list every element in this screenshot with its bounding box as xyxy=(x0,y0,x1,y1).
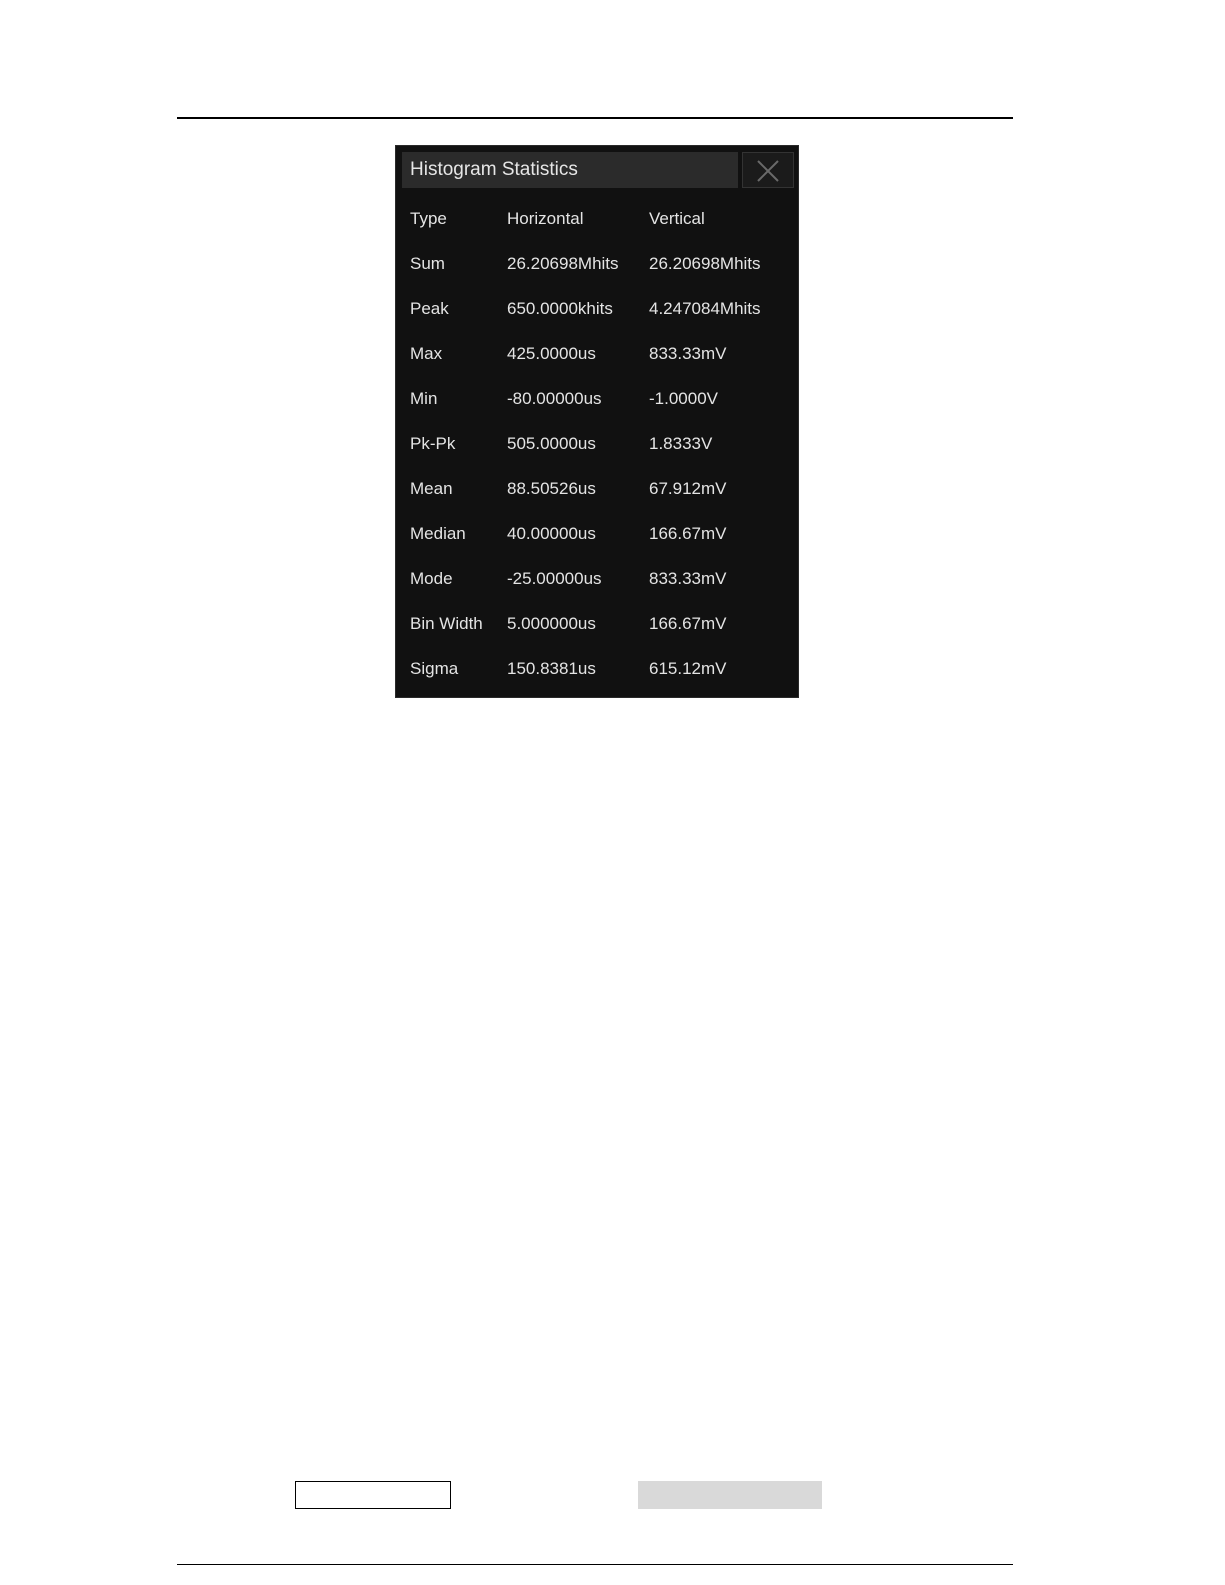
horizontal-value: -80.00000us xyxy=(507,389,602,408)
row-label: Bin Width xyxy=(410,614,483,633)
row-label: Peak xyxy=(410,299,449,318)
row-label: Mode xyxy=(410,569,453,588)
row-label: Sum xyxy=(410,254,445,273)
vertical-value: 166.67mV xyxy=(649,524,727,543)
table-row xyxy=(410,376,794,421)
vertical-value: 615.12mV xyxy=(649,659,727,678)
horizontal-value: 505.0000us xyxy=(507,434,596,453)
horizontal-value: -25.00000us xyxy=(507,569,602,588)
table-row xyxy=(410,331,794,376)
horizontal-value: 425.0000us xyxy=(507,344,596,363)
horizontal-value: 150.8381us xyxy=(507,659,596,678)
footer-gray-box xyxy=(638,1481,822,1509)
horizontal-value: 88.50526us xyxy=(507,479,596,498)
vertical-value: 833.33mV xyxy=(649,569,727,588)
footer-outlined-box xyxy=(295,1481,451,1509)
table-row xyxy=(410,556,794,601)
row-label: Min xyxy=(410,389,438,408)
table-row xyxy=(410,646,794,691)
horizontal-value: 650.0000khits xyxy=(507,299,613,318)
horizontal-value: 40.00000us xyxy=(507,524,596,543)
dialog-title: Histogram Statistics xyxy=(402,152,738,188)
horizontal-value: 5.000000us xyxy=(507,614,596,633)
row-label: Mean xyxy=(410,479,453,498)
vertical-value: 67.912mV xyxy=(649,479,727,498)
row-label: Sigma xyxy=(410,659,459,678)
horizontal-value: 26.20698Mhits xyxy=(507,254,619,273)
histogram-statistics-dialog xyxy=(395,145,799,698)
table-row xyxy=(410,466,794,511)
vertical-value: 4.247084Mhits xyxy=(649,299,761,318)
table-header-row xyxy=(410,196,794,241)
row-label: Median xyxy=(410,524,466,543)
table-row xyxy=(410,286,794,331)
row-label: Pk-Pk xyxy=(410,434,456,453)
table-row xyxy=(410,511,794,556)
bottom-rule xyxy=(177,1564,1013,1565)
top-rule xyxy=(177,117,1013,119)
vertical-value: -1.0000V xyxy=(649,389,718,408)
vertical-value: 833.33mV xyxy=(649,344,727,363)
statistics-table xyxy=(410,196,794,691)
header-vertical: Vertical xyxy=(649,209,705,228)
vertical-value: 1.8333V xyxy=(649,434,713,453)
table-row xyxy=(410,241,794,286)
table-row xyxy=(410,421,794,466)
close-button[interactable] xyxy=(742,152,794,188)
close-icon xyxy=(756,159,780,183)
header-type: Type xyxy=(410,209,447,228)
table-row xyxy=(410,601,794,646)
header-horizontal: Horizontal xyxy=(507,209,584,228)
vertical-value: 26.20698Mhits xyxy=(649,254,761,273)
row-label: Max xyxy=(410,344,443,363)
vertical-value: 166.67mV xyxy=(649,614,727,633)
